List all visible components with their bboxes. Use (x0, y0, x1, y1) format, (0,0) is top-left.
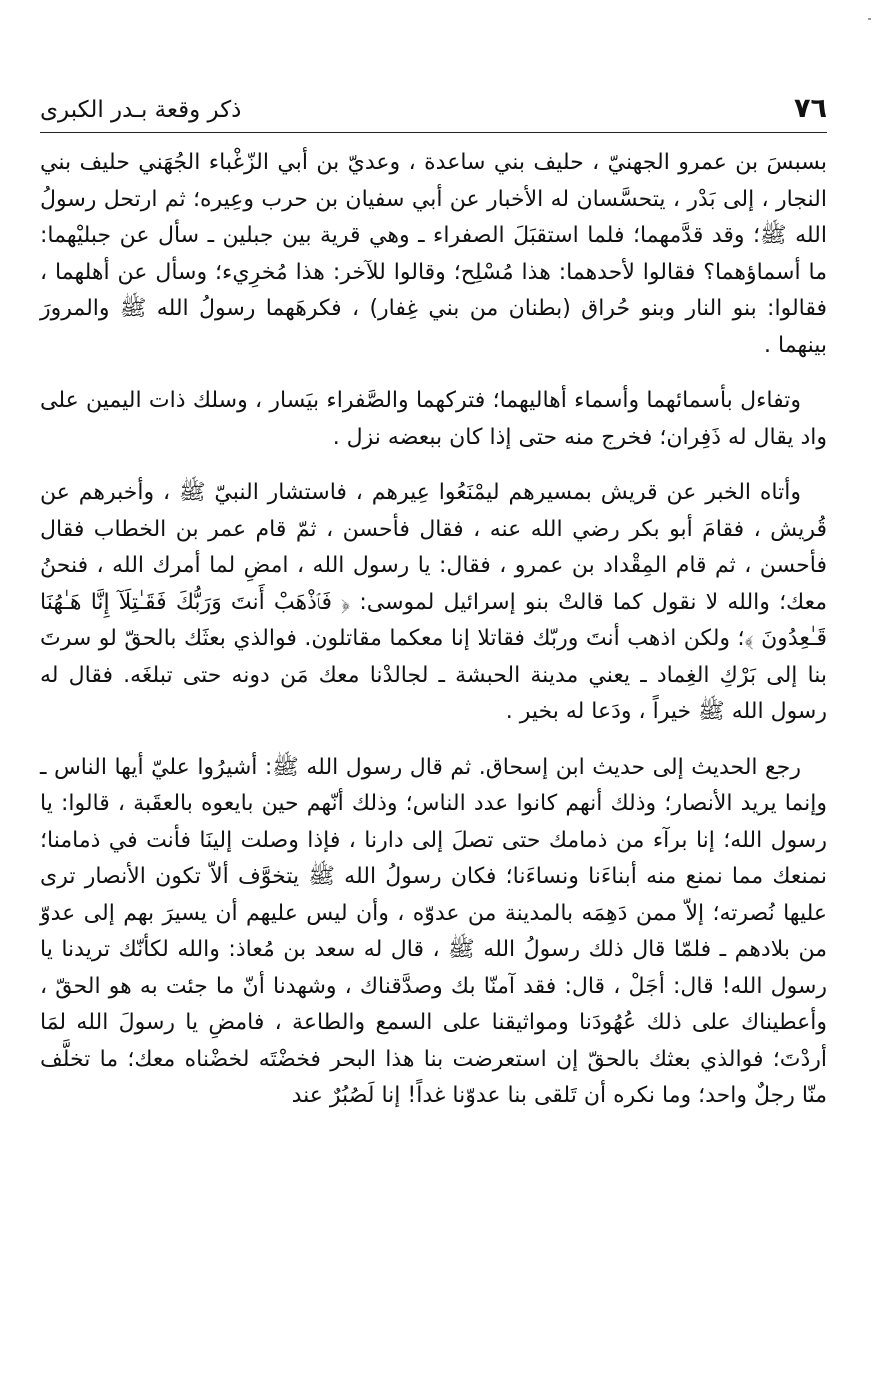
page-header (40, 92, 827, 133)
page-number: ٧٦ (794, 93, 827, 124)
paragraph-4: رجع الحديث إلى حديث ابن إسحاق. ثم قال رسول الله ﷺ: أشيرُوا عليّ أيها الناس ـ وإنما يريد الأنصار؛ وذلك أنهم كانوا عدد الناس؛ وذلك أنّهم حين بايعوه بالعقَبة ، قالوا: يا رسول الله؛ إنا برآء من ذمامك حتى تصلَ إلى دارنا ، فإذا وصلت إلينَا فأنت في ذمامنا؛ نمنعك مما نمنع منه أبناءَنا ونساءَنا؛ فكان رسولُ الله ﷺ يتخوَّف ألاّ تكون الأنصار ترى عليها نُصرته؛ إلاّ ممن دَهِمَه بالمدينة من عدوّه ، وأن ليس عليهم أن يسيرَ بهم إلى عدوّ من بلادهم ـ فلمّا قال ذلك رسولُ الله ﷺ ، قال له سعد بن مُعاذ: والله لكأنّك تريدنا يا رسول الله! قال: أجَلْ ، قال: فقد آمنّا بك وصدَّقناك ، وشهدنا أنّ ما جئت به هو الحقّ ، وأعطيناك على ذلك عُهُودَنا ومواثيقنا على السمع والطاعة ، فامضِ يا رسولَ الله لمَا أردْتَ؛ فوالذي بعثك بالحقّ إن استعرضت بنا هذا البحر فخضْتَه لخضْناه معك؛ ما تخلَّف منّا رجلٌ واحد؛ وما نكره أن تَلقى بنا عدوّنا غداً! إنا لَصُبُرٌ عند (40, 754, 827, 1108)
paragraph-3: وأتاه الخبر عن قريش بمسيرهم ليمْنَعُوا عِيرهم ، فاستشار النبيّ ﷺ ، وأخبرهم عن قُريش ، فقامَ أبو بكر رضي الله عنه ، فقال فأحسن ، ثمّ قام عمر بن الخطاب فقال فأحسن ، ثم قام المِقْداد بن عمرو ، فقال: يا رسول الله ، امضِ لما أمرك الله ، فنحنُ معك؛ والله لا نقول كما قالتْ بنو إسرائيل لموسى: ﴿ فَٱذْهَبْ أَنتَ وَرَبُّكَ فَقَـٰتِلَآ إِنَّا هَـٰهُنَا قَـٰعِدُونَ ﴾؛ ولكن اذهب أنتَ وربّك فقاتلا إنا معكما مقاتلون. فوالذي بعثَك بالحقّ لو سرتَ بنا إلى بَرْكِ الغِماد ـ يعني مدينة الحبشة ـ لجالدْنا معك مَن دونه حتى تبلغَه. فقال له رسول الله ﷺ خيراً ، ودَعا له بخير . (40, 480, 827, 724)
scan-corner-mark (868, 18, 871, 20)
paragraph-2: وتفاءل بأسمائهما وأسماء أهاليهما؛ فتركهما والصَّفراء بيَسار ، وسلك ذات اليمين على واد يقال له ذَفِران؛ فخرج منه حتى إذا كان ببعضه نزل . (40, 388, 827, 450)
running-title: ذكر وقعة بـدر الكبرى (40, 97, 242, 123)
page-body (40, 145, 827, 1115)
paragraph-1: بسبسَ بن عمرو الجهنيّ ، حليف بني ساعدة ، وعديّ بن أبي الزّغْباء الجُهَني حليف بني النجار ، إلى بَدْر ، يتحسَّسان له الأخبار عن أبي سفيان بن حرب وعِيره؛ ثم ارتحل رسولُ الله ﷺ؛ وقد قدَّمهما؛ فلما استقبَلَ الصفراء ـ وهي قرية بين جبلين ـ سأل عن جبليْهما: ما أسماؤهما؟ فقالوا لأحدهما: هذا مُسْلِح؛ وقالوا للآخر: هذا مُخرِيء؛ وسأل عن أهلهما ، فقالوا: بنو النار وبنو حُراق (بطنان من بني غِفار) ، فكرهَهما رسولُ الله ﷺ والمرورَ بينهما . (40, 150, 827, 358)
